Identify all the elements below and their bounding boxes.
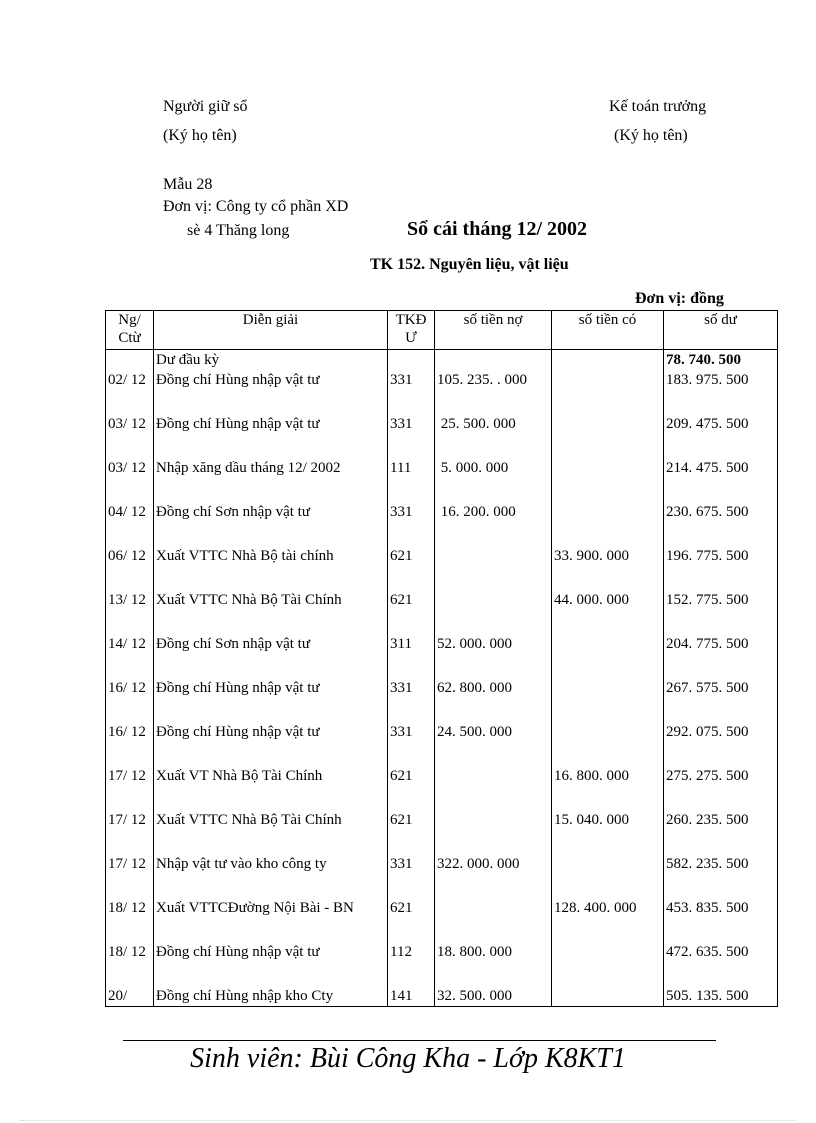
row-description-cell: Xuất VTTCĐường Nội Bài - BN (154, 899, 388, 943)
row-debit-cell: 18. 800. 000 (435, 943, 552, 987)
footer-text: Sinh viên: Bùi Công Kha - Lớp K8KT1 (190, 1043, 626, 1074)
table-row (106, 767, 778, 811)
col-header-credit: số tiền có (552, 311, 664, 350)
row-date-cell: 17/ 12 (106, 855, 154, 899)
form-number: Mẫu 28 (163, 176, 213, 193)
row-account-cell: 621 (388, 767, 435, 811)
row-description-cell: Xuất VT Nhà Bộ Tài Chính (154, 767, 388, 811)
row-date-cell: 18/ 12 (106, 943, 154, 987)
row-balance-cell: 260. 235. 500 (664, 811, 778, 855)
ledger-body (106, 350, 778, 1007)
row-description-cell: Đồng chí Hùng nhập vật tư (154, 943, 388, 987)
table-header-row (106, 311, 778, 350)
row-date-cell: 18/ 12 (106, 899, 154, 943)
page-subtitle: TK 152. Nguyên liệu, vật liệu (370, 256, 569, 273)
row-account-cell: 112 (388, 943, 435, 987)
row-account-cell: 331 (388, 503, 435, 547)
row-debit-cell: 32. 500. 000 (435, 987, 552, 1007)
row-balance-cell: 275. 275. 500 (664, 767, 778, 811)
row-balance-cell: 267. 575. 500 (664, 679, 778, 723)
row-account-cell: 331 (388, 855, 435, 899)
row-date-cell: 14/ 12 (106, 635, 154, 679)
col-header-date: Ng/ Ctừ (106, 311, 154, 350)
table-row (106, 415, 778, 459)
row-debit-cell: 322. 000. 000 (435, 855, 552, 899)
row-account-cell: 111 (388, 459, 435, 503)
row-date-cell: 17/ 12 (106, 767, 154, 811)
row-description-cell: Nhập vật tư vào kho công ty (154, 855, 388, 899)
row-credit-cell (552, 943, 664, 987)
opening-date-cell (106, 350, 154, 372)
opening-balance: 78. 740. 500 (664, 350, 778, 372)
table-row (106, 723, 778, 767)
row-description-cell: Đồng chí Sơn nhập vật tư (154, 503, 388, 547)
col-header-description: Diễn giải (154, 311, 388, 350)
row-credit-cell (552, 371, 664, 415)
row-account-cell: 621 (388, 899, 435, 943)
col-header-account: TKĐ Ư (388, 311, 435, 350)
table-row (106, 899, 778, 943)
row-balance-cell: 472. 635. 500 (664, 943, 778, 987)
row-debit-cell: 52. 000. 000 (435, 635, 552, 679)
row-description-cell: Đồng chí Hùng nhập vật tư (154, 415, 388, 459)
signer-right-subtitle: (Ký họ tên) (614, 127, 688, 144)
row-description-cell: Đồng chí Hùng nhập vật tư (154, 679, 388, 723)
row-balance-cell: 209. 475. 500 (664, 415, 778, 459)
row-date-cell: 16/ 12 (106, 679, 154, 723)
col-header-balance: số dư (664, 311, 778, 350)
table-row (106, 459, 778, 503)
row-balance-cell: 230. 675. 500 (664, 503, 778, 547)
row-balance-cell: 152. 775. 500 (664, 591, 778, 635)
col-header-debit: số tiền nợ (435, 311, 552, 350)
row-date-cell: 13/ 12 (106, 591, 154, 635)
row-description-cell: Nhập xăng dầu tháng 12/ 2002 (154, 459, 388, 503)
row-date-cell: 17/ 12 (106, 811, 154, 855)
table-row (106, 635, 778, 679)
row-account-cell: 141 (388, 987, 435, 1007)
table-row (106, 503, 778, 547)
row-date-cell: 03/ 12 (106, 415, 154, 459)
row-credit-cell (552, 987, 664, 1007)
row-account-cell: 311 (388, 635, 435, 679)
page-edge-dots (20, 1120, 796, 1121)
table-row (106, 811, 778, 855)
table-row (106, 591, 778, 635)
row-balance-cell: 204. 775. 500 (664, 635, 778, 679)
signer-left-subtitle: (Ký họ tên) (163, 127, 237, 144)
page-title: Sổ cái tháng 12/ 2002 (407, 218, 588, 240)
row-date-cell: 06/ 12 (106, 547, 154, 591)
row-account-cell: 621 (388, 591, 435, 635)
row-debit-cell: 25. 500. 000 (435, 415, 552, 459)
signer-left-title: Người giữ sổ (163, 98, 248, 115)
row-debit-cell (435, 767, 552, 811)
row-credit-cell: 44. 000. 000 (552, 591, 664, 635)
row-debit-cell: 105. 235. . 000 (435, 371, 552, 415)
row-debit-cell (435, 547, 552, 591)
row-date-cell: 04/ 12 (106, 503, 154, 547)
row-account-cell: 621 (388, 547, 435, 591)
row-debit-cell: 16. 200. 000 (435, 503, 552, 547)
row-balance-cell: 582. 235. 500 (664, 855, 778, 899)
row-balance-cell: 214. 475. 500 (664, 459, 778, 503)
unit-line-2: sè 4 Thăng long (187, 222, 290, 239)
row-debit-cell: 62. 800. 000 (435, 679, 552, 723)
table-row (106, 371, 778, 415)
opening-description: Dư đầu kỳ (154, 350, 388, 372)
row-date-cell: 03/ 12 (106, 459, 154, 503)
row-credit-cell: 128. 400. 000 (552, 899, 664, 943)
row-balance-cell: 453. 835. 500 (664, 899, 778, 943)
row-date-cell: 02/ 12 (106, 371, 154, 415)
table-row (106, 855, 778, 899)
row-account-cell: 331 (388, 371, 435, 415)
row-balance-cell: 505. 135. 500 (664, 987, 778, 1007)
currency-unit: Đơn vị: đồng (635, 290, 724, 307)
row-debit-cell (435, 591, 552, 635)
row-description-cell: Xuất VTTC Nhà Bộ Tài Chính (154, 591, 388, 635)
row-date-cell: 16/ 12 (106, 723, 154, 767)
row-account-cell: 331 (388, 415, 435, 459)
row-credit-cell (552, 679, 664, 723)
opening-balance-row (106, 350, 778, 372)
table-row (106, 679, 778, 723)
row-debit-cell: 24. 500. 000 (435, 723, 552, 767)
row-date-cell: 20/ (106, 987, 154, 1007)
row-credit-cell (552, 459, 664, 503)
row-credit-cell (552, 723, 664, 767)
row-debit-cell: 5. 000. 000 (435, 459, 552, 503)
row-description-cell: Xuất VTTC Nhà Bộ Tài Chính (154, 811, 388, 855)
row-balance-cell: 196. 775. 500 (664, 547, 778, 591)
signer-right-title: Kế toán trưởng (609, 98, 707, 115)
row-description-cell: Đồng chí Sơn nhập vật tư (154, 635, 388, 679)
row-credit-cell: 33. 900. 000 (552, 547, 664, 591)
row-description-cell: Đồng chí Hùng nhập vật tư (154, 723, 388, 767)
row-debit-cell (435, 899, 552, 943)
table-row (106, 943, 778, 987)
ledger-table (105, 310, 778, 1007)
row-balance-cell: 183. 975. 500 (664, 371, 778, 415)
row-description-cell: Xuất VTTC Nhà Bộ tài chính (154, 547, 388, 591)
row-credit-cell (552, 503, 664, 547)
table-row (106, 547, 778, 591)
row-description-cell: Đồng chí Hùng nhập kho Cty (154, 987, 388, 1007)
row-credit-cell (552, 855, 664, 899)
row-balance-cell: 292. 075. 500 (664, 723, 778, 767)
row-account-cell: 621 (388, 811, 435, 855)
row-credit-cell: 15. 040. 000 (552, 811, 664, 855)
row-credit-cell (552, 415, 664, 459)
unit-line-1: Đơn vị: Công ty cổ phần XD (163, 198, 349, 215)
row-account-cell: 331 (388, 723, 435, 767)
row-account-cell: 331 (388, 679, 435, 723)
table-row (106, 987, 778, 1007)
row-description-cell: Đồng chí Hùng nhập vật tư (154, 371, 388, 415)
row-debit-cell (435, 811, 552, 855)
row-credit-cell: 16. 800. 000 (552, 767, 664, 811)
row-credit-cell (552, 635, 664, 679)
footer-rule (123, 1040, 716, 1041)
